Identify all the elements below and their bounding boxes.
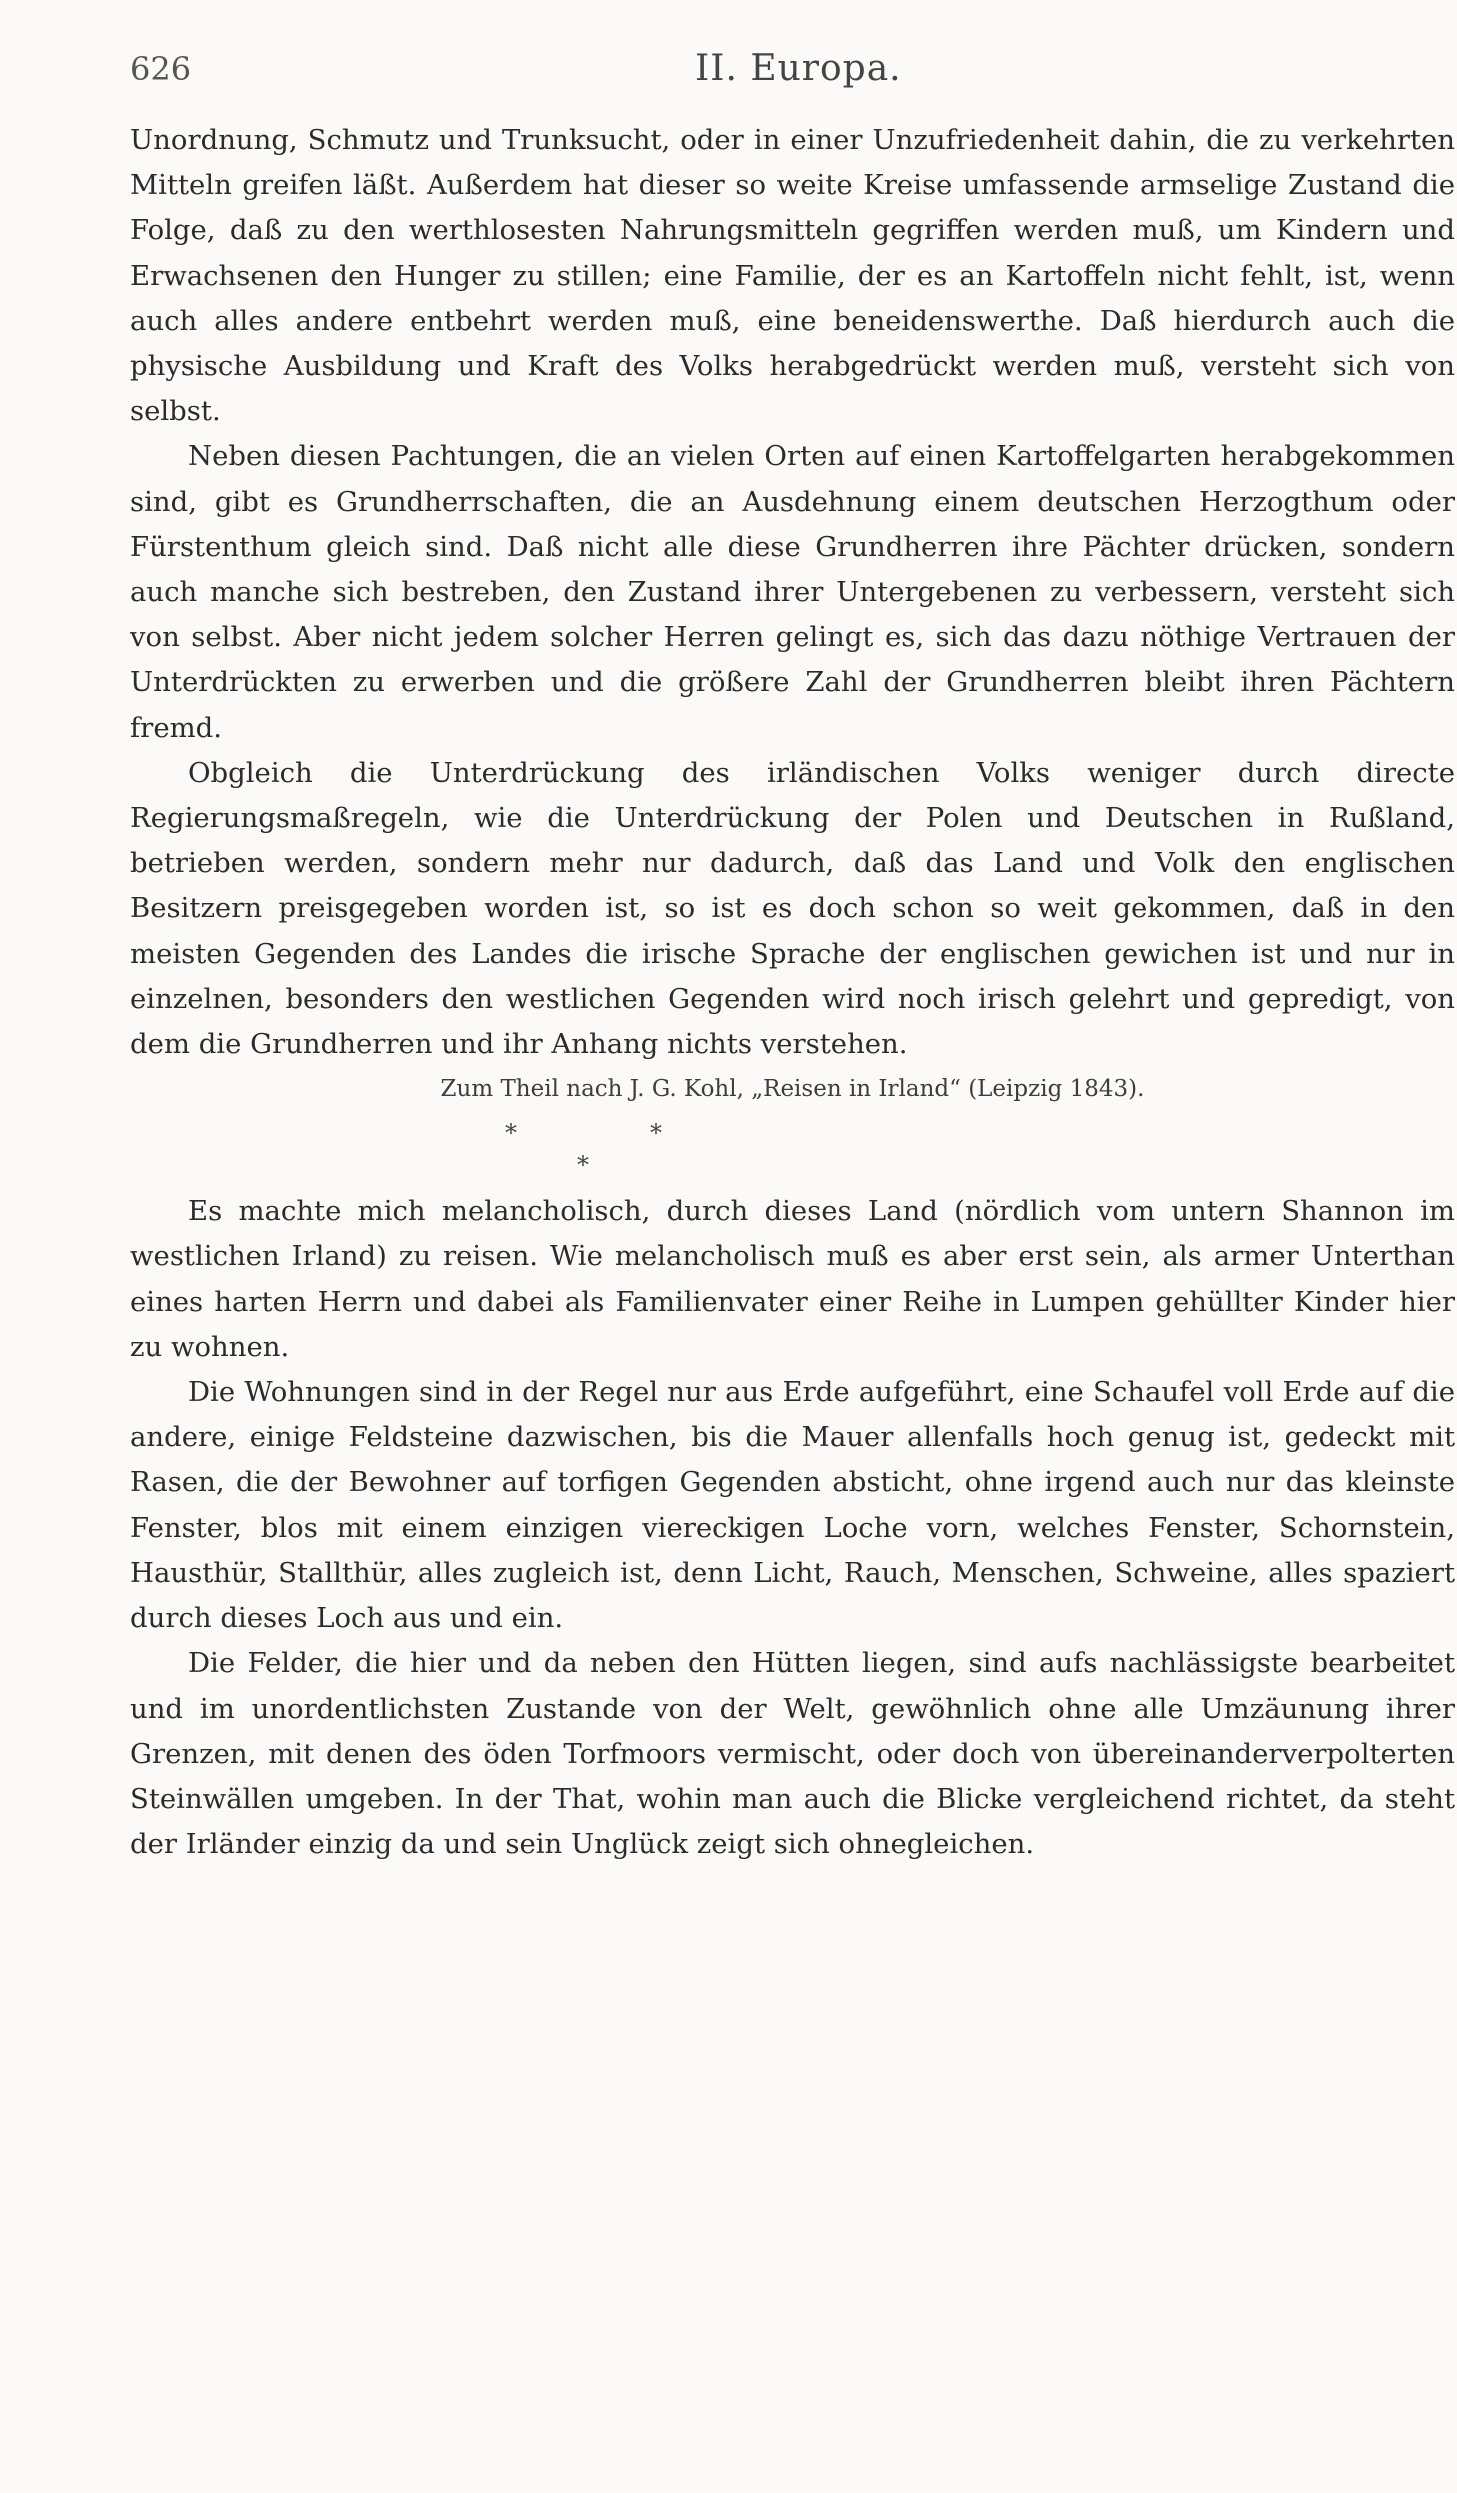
paragraph-4: Es machte mich melancholisch, durch dieses Land (nördlich vom untern Shannon im westlichen Irland) zu reisen. Wie melancholisch muß es aber erst sein, als armer Unterthan eines harten Herrn und dabei als Familienvater einer Reihe in Lumpen gehüllter Kinder hier zu wohnen.	[130, 1195, 1455, 1363]
page-number: 626	[130, 50, 192, 88]
paragraph-3: Obgleich die Unterdrückung des irländischen Volks weniger durch directe Regierungsmaßregeln, wie die Unterdrückung der Polen und Deutschen in Rußland, betrieben werden, sondern mehr nur dadurch, daß das Land und Volk den englischen Besitzern preisgegeben worden ist, so ist es doch schon so weit gekommen, daß in den meisten Gegenden des Landes die irische Sprache der englischen gewichen ist und nur in einzelnen, besonders den westlichen Gegenden wird noch irisch gelehrt und gepredigt, von dem die Grundherren und ihr Anhang nichts verstehen.	[130, 756, 1455, 1061]
paragraph-5: Die Wohnungen sind in der Regel nur aus Erde aufgeführt, eine Schaufel voll Erde auf die andere, einige Feldsteine dazwischen, bis die Mauer allenfalls hoch genug ist, gedeckt mit Rasen, die der Bewohner auf torfigen Gegenden absticht, ohne irgend auch nur das kleinste Fenster, blos mit einem einzigen viereckigen Loche vorn, welches Fenster, Schornstein, Hausthür, Stallthür, alles zugleich ist, denn Licht, Rauch, Menschen, Schweine, alles spaziert durch dieses Loch aus und ein.	[130, 1376, 1455, 1635]
asterisk-left: *	[505, 1119, 517, 1148]
paragraph-6: Die Felder, die hier und da neben den Hütten liegen, sind aufs nachlässigste bearbeitet und im unordentlichsten Zustande von der Welt, gewöhnlich ohne alle Umzäunung ihrer Grenzen, mit denen des öden Torfmoors vermischt, oder doch von übereinanderverpolterten Steinwällen umgeben. In der That, wohin man auch die Blicke vergleichend richtet, da steht der Irländer einzig da und sein Unglück zeigt sich ohnegleichen.	[130, 1647, 1455, 1861]
body-text	[130, 118, 1455, 1867]
running-head: II. Europa.	[695, 48, 902, 89]
section-separator	[130, 1109, 1455, 1189]
asterisk-right: *	[650, 1119, 662, 1148]
source-citation: Zum Theil nach J. G. Kohl, „Reisen in Irland“ (Leipzig 1843).	[440, 1076, 1145, 1103]
asterisk-bottom: *	[577, 1151, 589, 1180]
page-header	[130, 40, 1457, 90]
paragraph-2: Neben diesen Pachtungen, die an vielen Orten auf einen Kartoffelgarten herabgekommen sind, gibt es Grundherrschaften, die an Ausdehnung einem deutschen Herzogthum oder Fürstenthum gleich sind. Daß nicht alle diese Grundherren ihre Pächter drücken, sondern auch manche sich bestreben, den Zustand ihrer Untergebenen zu verbessern, versteht sich von selbst. Aber nicht jedem solcher Herren gelingt es, sich das dazu nöthige Vertrauen der Unterdrückten zu erwerben und die größere Zahl der Grundherren bleibt ihren Pächtern fremd.	[130, 440, 1455, 744]
paragraph-1: Unordnung, Schmutz und Trunksucht, oder in einer Unzufriedenheit dahin, die zu verkehrten Mitteln greifen läßt. Außerdem hat dieser so weite Kreise umfassende armselige Zustand die Folge, daß zu den werthlosesten Nahrungsmitteln gegriffen werden muß, um Kindern und Erwachsenen den Hunger zu stillen; eine Familie, der es an Kartoffeln nicht fehlt, ist, wenn auch alles andere entbehrt werden muß, eine beneidenswerthe. Daß hierdurch auch die physische Ausbildung und Kraft des Volks herabgedrückt werden muß, versteht sich von selbst.	[130, 124, 1455, 428]
